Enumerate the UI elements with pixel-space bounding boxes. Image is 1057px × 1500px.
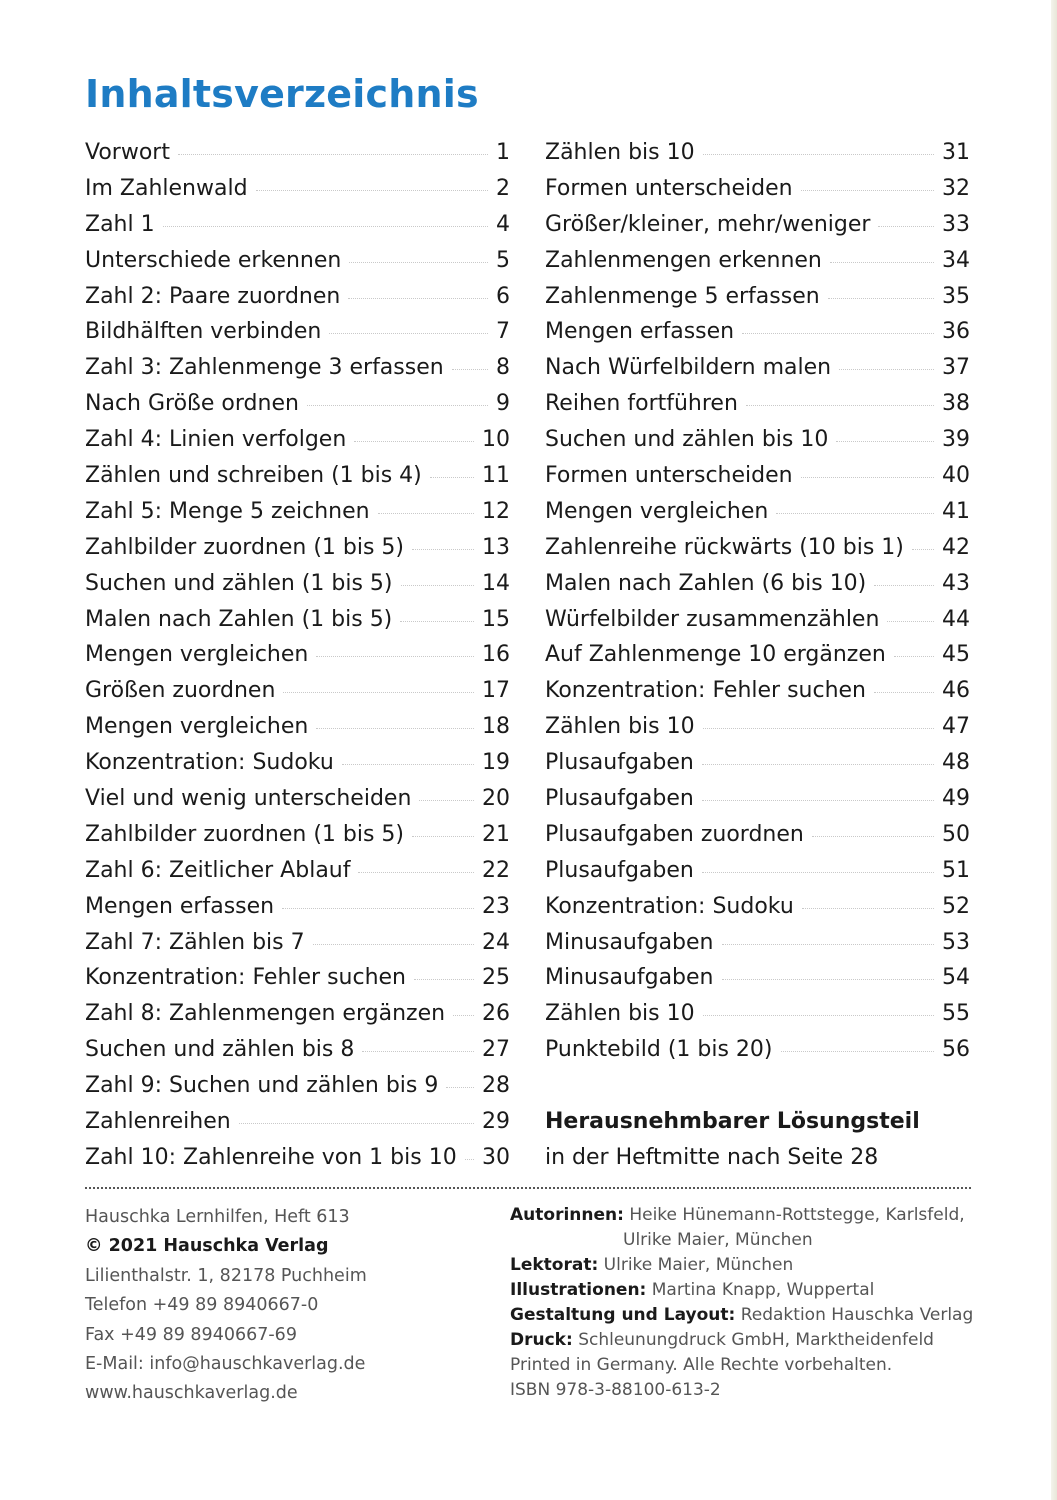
toc-entry-title: Suchen und zählen (1 bis 5) [85,570,393,596]
toc-entry [545,530,970,566]
toc-entry [545,709,970,745]
toc-entry-title: Plusaufgaben zuordnen [545,821,804,847]
toc-entry [85,386,510,422]
toc-entry [545,602,970,638]
toc-leader-dots [178,153,488,155]
toc-entry [85,817,510,853]
toc-leader-dots [801,189,934,191]
toc-leader-dots [446,1086,474,1088]
toc-leader-dots [453,1014,474,1016]
toc-entry [545,135,970,171]
toc-entry-title: Zahl 6: Zeitlicher Ablauf [85,857,351,883]
toc-entry-page: 47 [942,714,970,740]
toc-entry-page: 35 [942,283,970,309]
toc-entry [85,853,510,889]
authors-label: Autorinnen: [510,1205,624,1225]
toc-entry-page: 53 [942,929,970,955]
toc-leader-dots [702,799,934,801]
toc-column-left [85,135,510,1176]
toc-entry-title: Konzentration: Fehler suchen [545,678,866,704]
toc-leader-dots [781,1050,935,1052]
toc-entry-page: 4 [496,211,510,237]
toc-leader-dots [316,727,474,729]
toc-entry [545,781,970,817]
toc-leader-dots [874,691,934,693]
toc-leader-dots [836,440,934,442]
toc-entry-page: 8 [496,355,510,381]
toc-entry-title: Plusaufgaben [545,857,694,883]
design-value: Redaktion Hauschka Verlag [740,1305,974,1325]
toc-leader-dots [703,153,934,155]
printed-in-line: Printed in Germany. Alle Rechte vorbehalten. [510,1355,893,1375]
toc-entry [85,350,510,386]
toc-entry [85,243,510,279]
toc-entry [545,1032,970,1068]
toc-entry [545,960,970,996]
toc-entry-title: Zahl 1 [85,211,155,237]
toc-leader-dots [349,261,488,263]
toc-entry [545,350,970,386]
toc-entry-page: 5 [496,247,510,273]
toc-entry-page: 31 [942,140,970,165]
toc-entry-page: 27 [482,1037,510,1063]
toc-entry [545,817,970,853]
solution-note [545,1104,985,1176]
toc-entry-title: Suchen und zählen bis 8 [85,1037,355,1063]
toc-leader-dots [812,835,934,837]
toc-entry [85,637,510,673]
toc-entry-title: Malen nach Zahlen (6 bis 10) [545,570,867,596]
toc-entry-page: 28 [482,1073,510,1099]
page-edge [1051,0,1057,1500]
toc-entry-page: 6 [496,283,510,309]
illustrations-line [510,1278,980,1303]
toc-leader-dots [776,512,934,514]
toc-entry-page: 19 [482,750,510,776]
toc-leader-dots [412,835,474,837]
toc-entry-page: 14 [482,570,510,596]
toc-entry-page: 17 [482,678,510,704]
toc-entry-title: Zahl 5: Menge 5 zeichnen [85,498,370,524]
toc-entry [545,243,970,279]
toc-entry [545,566,970,602]
toc-leader-dots [703,727,934,729]
toc-entry-page: 56 [942,1037,970,1063]
toc-entry-title: Punktebild (1 bis 20) [545,1037,773,1063]
toc-entry-page: 32 [942,175,970,201]
toc-leader-dots [412,548,474,550]
toc-entry-title: Zahlenreihen [85,1109,231,1135]
toc-entry-title: Konzentration: Sudoku [545,893,794,919]
toc-entry-page: 26 [482,1001,510,1027]
toc-entry-page: 34 [942,247,970,273]
toc-entry-title: Mengen erfassen [85,893,275,919]
toc-leader-dots [912,548,934,550]
toc-entry [85,279,510,315]
toc-entry-page: 39 [942,427,970,453]
toc-entry-page: 9 [496,391,510,417]
imprint-credits [510,1203,980,1403]
toc-leader-dots [419,799,474,801]
authors-value: Heike Hünemann-Rottstegge, Karlsfeld, [629,1205,965,1225]
toc-entry-title: Zahl 10: Zahlenreihe von 1 bis 10 [85,1144,457,1170]
toc-entry [85,602,510,638]
toc-entry-title: Unterschiede erkennen [85,247,342,273]
toc-entry [85,745,510,781]
toc-leader-dots [452,368,488,370]
toc-leader-dots [878,225,934,227]
toc-entry [85,996,510,1032]
toc-leader-dots [282,907,474,909]
toc-entry-title: Plusaufgaben [545,786,694,812]
toc-entry [545,637,970,673]
copyright-line: © 2021 Hauschka Verlag [85,1236,329,1257]
toc-entry-title: Viel und wenig unterscheiden [85,786,412,812]
toc-leader-dots [362,1050,474,1052]
toc-entry-title: Zählen bis 10 [545,1001,695,1027]
toc-leader-dots [348,297,488,299]
toc-entry-page: 54 [942,965,970,991]
toc-leader-dots [358,871,474,873]
toc-entry [85,1104,510,1140]
toc-entry-title: Zahlenreihe rückwärts (10 bis 1) [545,534,904,560]
toc-leader-dots [163,225,488,227]
toc-entry-page: 23 [482,893,510,919]
toc-entry-page: 50 [942,821,970,847]
address-line: Lilienthalstr. 1, 82178 Puchheim [85,1265,367,1286]
design-label: Gestaltung und Layout: [510,1305,736,1325]
toc-leader-dots [465,1158,474,1160]
page-title: Inhaltsverzeichnis [85,72,479,116]
toc-entry-page: 55 [942,1001,970,1027]
toc-leader-dots [702,871,934,873]
toc-entry-page: 43 [942,570,970,596]
toc-entry-page: 46 [942,678,970,704]
solution-heading: Herausnehmbarer Lösungsteil [545,1109,920,1134]
toc-entry-title: Zählen bis 10 [545,140,695,165]
toc-entry [85,530,510,566]
toc-entry [85,458,510,494]
toc-entry-title: Zahlenmengen erkennen [545,247,822,273]
toc-entry [85,135,510,171]
toc-entry-title: Zahl 3: Zahlenmenge 3 erfassen [85,355,444,381]
toc-entry-title: Mengen vergleichen [545,498,769,524]
fax-line: Fax +49 89 8940667-69 [85,1324,297,1345]
toc-entry [545,925,970,961]
authors-line-2: Ulrike Maier, München [623,1230,813,1250]
toc-entry-page: 52 [942,893,970,919]
toc-leader-dots [316,655,474,657]
toc-entry-title: Zählen bis 10 [545,714,695,740]
isbn-line: ISBN 978-3-88100-613-2 [510,1380,721,1400]
toc-entry-page: 38 [942,391,970,417]
toc-entry-page: 16 [482,642,510,668]
toc-leader-dots [342,763,474,765]
toc-entry-title: Plusaufgaben [545,750,694,776]
toc-entry-page: 22 [482,857,510,883]
toc-entry [545,745,970,781]
toc-leader-dots [746,404,934,406]
toc-entry [85,673,510,709]
toc-entry-page: 41 [942,498,970,524]
toc-entry-page: 42 [942,534,970,560]
toc-leader-dots [874,584,934,586]
toc-entry-page: 33 [942,211,970,237]
print-line [510,1328,980,1353]
toc-entry [85,171,510,207]
toc-entry [545,386,970,422]
toc-leader-dots [378,512,474,514]
toc-leader-dots [801,476,934,478]
toc-entry [85,709,510,745]
toc-leader-dots [742,332,934,334]
toc-entry-page: 40 [942,463,970,489]
toc-entry-page: 37 [942,355,970,381]
toc-entry [545,673,970,709]
solution-text: in der Heftmitte nach Seite 28 [545,1145,879,1170]
toc-leader-dots [887,620,934,622]
illustrations-label: Illustrationen: [510,1280,647,1300]
toc-entry-page: 49 [942,786,970,812]
toc-column-right [545,135,970,1068]
toc-leader-dots [256,189,488,191]
toc-entry-title: Reihen fortführen [545,391,738,417]
toc-leader-dots [430,476,474,478]
toc-entry [85,422,510,458]
toc-entry-title: Zahlenmenge 5 erfassen [545,283,820,309]
toc-leader-dots [329,332,488,334]
print-value: Schleunungdruck GmbH, Marktheidenfeld [578,1330,934,1350]
toc-entry-page: 10 [482,427,510,453]
toc-leader-dots [722,943,934,945]
toc-entry-page: 25 [482,965,510,991]
toc-entry-page: 20 [482,786,510,812]
email-line: E-Mail: info@hauschkaverlag.de [85,1354,366,1375]
toc-entry-page: 30 [482,1144,510,1170]
toc-entry-page: 15 [482,606,510,632]
toc-entry-page: 7 [496,319,510,345]
toc-entry [545,279,970,315]
toc-entry-title: Mengen erfassen [545,319,735,345]
toc-leader-dots [307,404,488,406]
toc-leader-dots [828,297,934,299]
toc-entry-page: 18 [482,714,510,740]
toc-entry [85,889,510,925]
toc-entry-title: Zahl 7: Zählen bis 7 [85,929,305,955]
toc-entry [85,781,510,817]
toc-entry-title: Vorwort [85,140,170,165]
toc-entry-title: Formen unterscheiden [545,175,793,201]
toc-entry-title: Suchen und zählen bis 10 [545,427,829,453]
toc-leader-dots [839,368,934,370]
toc-entry-title: Zahlbilder zuordnen (1 bis 5) [85,821,405,847]
toc-entry-title: Im Zahlenwald [85,175,248,201]
toc-leader-dots [414,978,474,980]
toc-entry-title: Zählen und schreiben (1 bis 4) [85,463,422,489]
imprint-publisher [85,1203,367,1409]
toc-leader-dots [313,943,474,945]
editing-label: Lektorat: [510,1255,599,1275]
toc-entry-title: Mengen vergleichen [85,714,309,740]
toc-entry [545,889,970,925]
toc-entry-title: Nach Würfelbildern malen [545,355,832,381]
toc-entry-title: Malen nach Zahlen (1 bis 5) [85,606,393,632]
toc-entry-title: Größer/kleiner, mehr/weniger [545,211,871,237]
illustrations-value: Martina Knapp, Wuppertal [651,1280,875,1300]
toc-entry [85,1068,510,1104]
toc-leader-dots [239,1122,474,1124]
toc-leader-dots [722,978,934,980]
toc-entry-page: 1 [496,140,510,165]
toc-entry-title: Minusaufgaben [545,965,714,991]
toc-entry-page: 21 [482,821,510,847]
toc-entry-title: Größen zuordnen [85,678,276,704]
toc-entry-title: Konzentration: Fehler suchen [85,965,406,991]
toc-entry [85,494,510,530]
toc-entry-title: Würfelbilder zusammenzählen [545,606,880,632]
toc-entry-title: Zahl 4: Linien verfolgen [85,427,347,453]
toc-entry-title: Bildhälften verbinden [85,319,322,345]
toc-leader-dots [802,907,934,909]
editing-line [510,1253,980,1278]
toc-leader-dots [401,584,474,586]
toc-entry-page: 51 [942,857,970,883]
toc-entry-title: Minusaufgaben [545,929,714,955]
toc-entry [545,494,970,530]
toc-leader-dots [703,1014,934,1016]
toc-entry-title: Zahl 9: Suchen und zählen bis 9 [85,1073,439,1099]
toc-entry-title: Auf Zahlenmenge 10 ergänzen [545,642,886,668]
authors-line [510,1203,980,1228]
toc-entry-page: 12 [482,498,510,524]
toc-entry-title: Zahlbilder zuordnen (1 bis 5) [85,534,405,560]
toc-entry [85,960,510,996]
website-line: www.hauschkaverlag.de [85,1383,298,1404]
toc-entry [545,853,970,889]
toc-entry-title: Nach Größe ordnen [85,391,299,417]
toc-entry-page: 45 [942,642,970,668]
toc-entry-title: Mengen vergleichen [85,642,309,668]
toc-entry [85,925,510,961]
toc-entry [85,207,510,243]
toc-entry [545,996,970,1032]
phone-line: Telefon +49 89 8940667-0 [85,1295,319,1316]
toc-leader-dots [702,763,934,765]
toc-leader-dots [894,655,934,657]
toc-leader-dots [283,691,474,693]
toc-entry [85,1032,510,1068]
dotted-divider [85,1187,971,1189]
toc-entry [545,422,970,458]
toc-entry-page: 44 [942,606,970,632]
toc-entry [545,458,970,494]
toc-entry-page: 29 [482,1109,510,1135]
toc-entry [545,314,970,350]
toc-entry-title: Zahl 2: Paare zuordnen [85,283,341,309]
print-label: Druck: [510,1330,573,1350]
toc-entry [85,1140,510,1176]
toc-entry-page: 2 [496,175,510,201]
toc-entry-title: Konzentration: Sudoku [85,750,334,776]
toc-entry-page: 48 [942,750,970,776]
toc-entry-page: 24 [482,929,510,955]
toc-entry [545,171,970,207]
toc-leader-dots [400,620,474,622]
toc-entry [85,314,510,350]
toc-entry-title: Formen unterscheiden [545,463,793,489]
series-line: Hauschka Lernhilfen, Heft 613 [85,1207,350,1227]
design-line [510,1303,980,1328]
toc-entry-title: Zahl 8: Zahlenmengen ergänzen [85,1001,446,1027]
toc-entry-page: 13 [482,534,510,560]
toc-entry [545,207,970,243]
toc-entry [85,566,510,602]
toc-entry-page: 11 [482,463,510,489]
toc-leader-dots [354,440,474,442]
toc-leader-dots [830,261,934,263]
toc-entry-page: 36 [942,319,970,345]
editing-value: Ulrike Maier, München [603,1255,794,1275]
